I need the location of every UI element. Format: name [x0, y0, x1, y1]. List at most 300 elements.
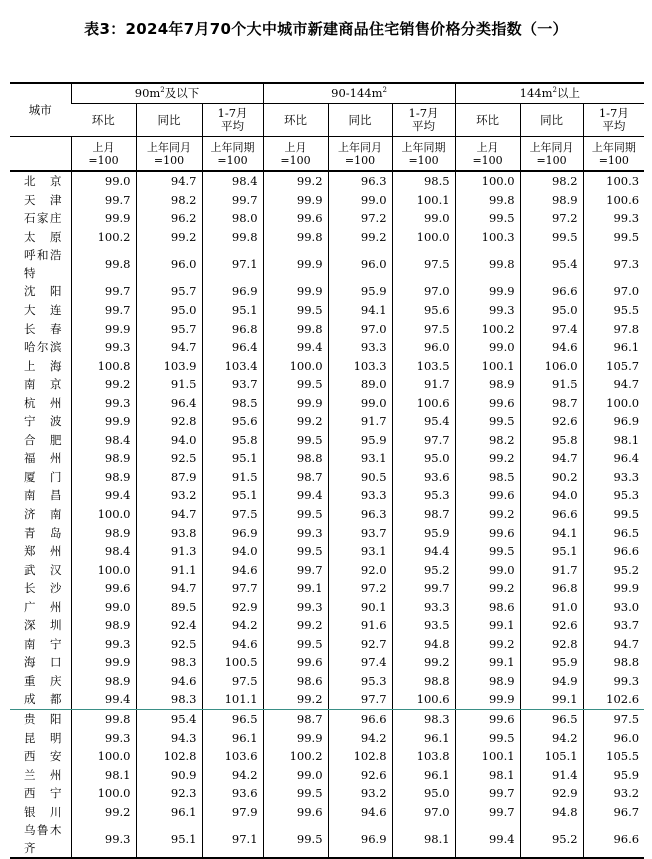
index-value: 100.6 [392, 393, 455, 412]
index-value: 105.5 [583, 747, 644, 766]
city-name: 太原 [24, 229, 62, 244]
table-row [10, 765, 644, 784]
index-value: 99.3 [71, 393, 136, 412]
index-value: 99.7 [392, 579, 455, 598]
index-value: 94.7 [136, 338, 202, 357]
sub-header: 同比 [520, 104, 583, 137]
index-value: 98.7 [263, 709, 328, 728]
index-value: 99.9 [263, 246, 328, 282]
city-name: 福州 [24, 451, 62, 466]
table-row [10, 542, 644, 561]
city-name: 武汉 [24, 562, 62, 577]
city-name: 重庆 [24, 673, 62, 688]
index-value: 93.6 [202, 784, 263, 803]
city-name: 海口 [24, 655, 62, 670]
table-row [10, 560, 644, 579]
index-value: 99.5 [455, 209, 520, 228]
index-value: 102.8 [136, 747, 202, 766]
index-value: 100.2 [263, 747, 328, 766]
city-name: 长沙 [24, 581, 62, 596]
index-value: 98.4 [71, 542, 136, 561]
index-value: 93.1 [328, 449, 392, 468]
index-value: 103.4 [202, 356, 263, 375]
index-value: 99.9 [263, 728, 328, 747]
index-value: 97.2 [328, 209, 392, 228]
city-name: 哈尔滨 [24, 340, 62, 355]
index-value: 96.9 [202, 523, 263, 542]
index-value: 99.2 [71, 375, 136, 394]
index-value: 95.2 [392, 560, 455, 579]
index-value: 93.2 [583, 784, 644, 803]
index-value: 94.7 [136, 579, 202, 598]
index-value: 97.5 [202, 672, 263, 691]
city-name: 南昌 [24, 488, 62, 503]
base-header-blank [10, 137, 71, 172]
index-value: 99.0 [455, 560, 520, 579]
index-value: 99.9 [263, 191, 328, 210]
index-value: 94.3 [136, 728, 202, 747]
index-value: 97.0 [583, 282, 644, 301]
index-value: 94.7 [520, 449, 583, 468]
table-row [10, 171, 644, 191]
index-value: 94.9 [520, 672, 583, 691]
index-value: 100.1 [392, 191, 455, 210]
index-value: 103.8 [392, 747, 455, 766]
index-value: 93.8 [136, 523, 202, 542]
index-value: 100.0 [263, 356, 328, 375]
table-row [10, 319, 644, 338]
index-value: 93.7 [328, 523, 392, 542]
index-value: 98.7 [520, 393, 583, 412]
base-header: 上月 =100 [71, 137, 136, 172]
index-value: 91.0 [520, 597, 583, 616]
index-value: 95.9 [328, 282, 392, 301]
table-title: 表3：2024年7月70个大中城市新建商品住宅销售价格分类指数（一） [84, 20, 568, 38]
index-value: 99.9 [455, 690, 520, 709]
index-value: 99.8 [202, 228, 263, 247]
index-value: 98.4 [71, 431, 136, 450]
index-value: 94.4 [392, 542, 455, 561]
index-value: 96.0 [392, 338, 455, 357]
index-value: 99.6 [455, 709, 520, 728]
index-value: 99.7 [202, 191, 263, 210]
index-value: 96.9 [583, 412, 644, 431]
index-value: 99.9 [455, 282, 520, 301]
index-value: 92.8 [520, 635, 583, 654]
index-value: 99.5 [520, 228, 583, 247]
index-value: 99.5 [263, 301, 328, 320]
index-value: 95.4 [392, 412, 455, 431]
city-name: 北京 [24, 174, 62, 189]
index-value: 95.7 [136, 319, 202, 338]
index-value: 100.1 [455, 356, 520, 375]
index-value: 99.9 [71, 209, 136, 228]
index-value: 99.2 [263, 171, 328, 191]
index-value: 99.5 [455, 412, 520, 431]
index-value: 99.7 [71, 191, 136, 210]
index-value: 90.5 [328, 468, 392, 487]
index-value: 96.1 [202, 728, 263, 747]
city-name: 天津 [24, 192, 62, 207]
index-value: 99.1 [455, 616, 520, 635]
index-value: 98.8 [392, 672, 455, 691]
index-value: 98.4 [202, 171, 263, 191]
index-value: 103.5 [392, 356, 455, 375]
index-value: 95.3 [583, 486, 644, 505]
index-value: 98.9 [71, 523, 136, 542]
table-row [10, 784, 644, 803]
city-name: 合肥 [24, 432, 62, 447]
index-value: 99.5 [263, 784, 328, 803]
price-index-table [10, 82, 644, 859]
index-value: 100.0 [392, 228, 455, 247]
city-name: 杭州 [24, 395, 62, 410]
index-value: 98.8 [263, 449, 328, 468]
index-value: 103.9 [136, 356, 202, 375]
index-value: 99.3 [71, 821, 136, 858]
index-value: 99.6 [263, 803, 328, 822]
index-value: 92.5 [136, 449, 202, 468]
index-value: 95.8 [520, 431, 583, 450]
index-value: 97.5 [202, 505, 263, 524]
index-value: 96.3 [328, 171, 392, 191]
index-value: 99.5 [263, 635, 328, 654]
index-value: 99.8 [263, 319, 328, 338]
index-value: 91.6 [328, 616, 392, 635]
index-value: 100.8 [71, 356, 136, 375]
index-value: 96.8 [202, 319, 263, 338]
index-value: 96.6 [520, 505, 583, 524]
index-value: 99.5 [583, 228, 644, 247]
index-value: 99.2 [455, 449, 520, 468]
index-value: 95.0 [136, 301, 202, 320]
base-header: 上年同月 =100 [328, 137, 392, 172]
index-value: 99.0 [392, 209, 455, 228]
index-value: 100.5 [202, 653, 263, 672]
table-row [10, 690, 644, 709]
index-value: 100.0 [71, 505, 136, 524]
index-value: 92.6 [520, 412, 583, 431]
index-value: 95.9 [392, 523, 455, 542]
index-value: 95.6 [392, 301, 455, 320]
index-value: 93.7 [202, 375, 263, 394]
index-value: 98.2 [520, 171, 583, 191]
index-value: 97.7 [202, 579, 263, 598]
index-value: 98.9 [71, 616, 136, 635]
index-value: 91.7 [392, 375, 455, 394]
city-name: 西宁 [24, 786, 62, 801]
index-value: 92.5 [136, 635, 202, 654]
index-value: 89.5 [136, 597, 202, 616]
index-value: 92.9 [202, 597, 263, 616]
index-value: 99.9 [71, 653, 136, 672]
index-value: 100.1 [455, 747, 520, 766]
group-header-small: $90m^2$及以下 [71, 83, 263, 104]
index-value: 97.0 [392, 282, 455, 301]
index-value: 96.2 [136, 209, 202, 228]
table-row [10, 246, 644, 282]
index-value: 99.9 [71, 319, 136, 338]
index-value: 98.1 [71, 765, 136, 784]
index-value: 99.6 [455, 393, 520, 412]
index-value: 99.9 [583, 579, 644, 598]
index-value: 99.4 [71, 690, 136, 709]
index-value: 99.5 [263, 821, 328, 858]
index-value: 98.5 [455, 468, 520, 487]
city-name: 青岛 [24, 525, 62, 540]
table-row [10, 282, 644, 301]
sub-header: 同比 [136, 104, 202, 137]
index-value: 95.1 [136, 821, 202, 858]
index-value: 100.0 [583, 393, 644, 412]
index-value: 96.7 [583, 803, 644, 822]
index-value: 99.3 [583, 209, 644, 228]
sub-header: 环比 [455, 104, 520, 137]
index-value: 95.1 [520, 542, 583, 561]
index-value: 94.1 [520, 523, 583, 542]
index-value: 98.1 [583, 431, 644, 450]
index-value: 99.2 [392, 653, 455, 672]
index-value: 102.8 [328, 747, 392, 766]
index-value: 105.1 [520, 747, 583, 766]
city-name: 沈阳 [24, 284, 62, 299]
index-value: 91.1 [136, 560, 202, 579]
index-value: 91.4 [520, 765, 583, 784]
index-value: 98.2 [136, 191, 202, 210]
index-value: 95.0 [520, 301, 583, 320]
index-value: 98.0 [202, 209, 263, 228]
index-value: 95.4 [520, 246, 583, 282]
index-value: 103.6 [202, 747, 263, 766]
index-value: 99.5 [263, 431, 328, 450]
index-value: 99.0 [455, 338, 520, 357]
index-value: 94.0 [202, 542, 263, 561]
index-value: 98.9 [71, 672, 136, 691]
index-value: 96.0 [583, 728, 644, 747]
index-value: 95.0 [392, 449, 455, 468]
index-value: 99.2 [263, 616, 328, 635]
base-header: 上月 =100 [455, 137, 520, 172]
index-value: 100.6 [583, 191, 644, 210]
index-value: 95.9 [583, 765, 644, 784]
index-value: 99.6 [263, 653, 328, 672]
index-value: 99.7 [263, 560, 328, 579]
table-row [10, 523, 644, 542]
index-value: 98.9 [520, 191, 583, 210]
index-value: 94.1 [328, 301, 392, 320]
city-name: 广州 [24, 599, 62, 614]
index-value: 95.5 [583, 301, 644, 320]
base-header: 上年同期 =100 [392, 137, 455, 172]
index-value: 97.2 [328, 579, 392, 598]
index-value: 94.2 [520, 728, 583, 747]
index-value: 96.1 [136, 803, 202, 822]
index-value: 99.6 [71, 579, 136, 598]
index-value: 99.0 [328, 393, 392, 412]
index-value: 95.1 [202, 301, 263, 320]
index-value: 94.7 [583, 375, 644, 394]
index-value: 95.9 [328, 431, 392, 450]
city-name: 乌鲁木齐 [10, 821, 71, 858]
index-value: 99.5 [455, 542, 520, 561]
city-name: 南京 [24, 377, 62, 392]
index-value: 96.5 [520, 709, 583, 728]
table-row [10, 338, 644, 357]
index-value: 99.1 [520, 690, 583, 709]
index-value: 96.8 [520, 579, 583, 598]
index-value: 96.5 [202, 709, 263, 728]
index-value: 99.1 [455, 653, 520, 672]
index-value: 97.1 [202, 821, 263, 858]
group-header-medium: $90-144m^2$ [263, 83, 455, 104]
city-name: 宁波 [24, 414, 62, 429]
table-row [10, 635, 644, 654]
index-value: 90.9 [136, 765, 202, 784]
index-value: 92.0 [328, 560, 392, 579]
index-value: 96.4 [583, 449, 644, 468]
index-value: 93.3 [583, 468, 644, 487]
index-value: 99.4 [263, 338, 328, 357]
index-value: 98.9 [71, 468, 136, 487]
city-name: 贵阳 [24, 712, 62, 727]
index-value: 99.6 [455, 523, 520, 542]
index-value: 99.7 [455, 803, 520, 822]
table-row [10, 597, 644, 616]
index-value: 99.7 [71, 301, 136, 320]
index-value: 94.6 [202, 560, 263, 579]
index-value: 94.0 [520, 486, 583, 505]
index-value: 99.3 [455, 301, 520, 320]
index-value: 93.3 [328, 486, 392, 505]
city-name: 济南 [24, 507, 62, 522]
index-value: 97.9 [202, 803, 263, 822]
index-value: 89.0 [328, 375, 392, 394]
index-value: 91.5 [202, 468, 263, 487]
sub-header: 同比 [328, 104, 392, 137]
index-value: 93.6 [392, 468, 455, 487]
table-row [10, 709, 644, 728]
table-row [10, 505, 644, 524]
index-value: 96.0 [136, 246, 202, 282]
city-name: 西安 [24, 749, 62, 764]
index-value: 99.9 [263, 393, 328, 412]
index-value: 98.1 [392, 821, 455, 858]
city-name: 石家庄 [24, 211, 62, 226]
index-value: 96.5 [583, 523, 644, 542]
index-value: 96.9 [328, 821, 392, 858]
index-value: 99.0 [263, 765, 328, 784]
index-value: 99.3 [71, 728, 136, 747]
city-name: 上海 [24, 358, 62, 373]
index-value: 91.7 [328, 412, 392, 431]
index-value: 97.5 [392, 319, 455, 338]
table-row [10, 449, 644, 468]
index-value: 97.5 [583, 709, 644, 728]
index-value: 94.6 [136, 672, 202, 691]
index-value: 94.6 [328, 803, 392, 822]
index-value: 95.7 [136, 282, 202, 301]
index-value: 99.8 [455, 246, 520, 282]
index-value: 90.1 [328, 597, 392, 616]
index-value: 98.1 [455, 765, 520, 784]
index-value: 99.3 [71, 635, 136, 654]
index-value: 96.1 [392, 765, 455, 784]
index-value: 99.5 [263, 505, 328, 524]
index-value: 99.8 [263, 228, 328, 247]
index-value: 93.5 [392, 616, 455, 635]
index-value: 99.9 [71, 412, 136, 431]
table-row [10, 375, 644, 394]
index-value: 94.2 [202, 616, 263, 635]
city-name: 大连 [24, 303, 62, 317]
index-value: 100.0 [71, 784, 136, 803]
table-row [10, 653, 644, 672]
index-value: 99.2 [455, 579, 520, 598]
index-value: 98.9 [71, 449, 136, 468]
city-name: 深圳 [24, 618, 62, 633]
index-value: 91.5 [136, 375, 202, 394]
index-value: 93.3 [328, 338, 392, 357]
index-value: 98.7 [392, 505, 455, 524]
table-row [10, 191, 644, 210]
index-value: 96.6 [520, 282, 583, 301]
index-value: 99.5 [263, 542, 328, 561]
index-value: 99.5 [263, 375, 328, 394]
index-value: 94.7 [583, 635, 644, 654]
index-value: 95.2 [520, 821, 583, 858]
index-value: 96.1 [392, 728, 455, 747]
index-value: 95.4 [136, 709, 202, 728]
index-value: 94.6 [520, 338, 583, 357]
index-value: 98.7 [263, 468, 328, 487]
index-value: 98.5 [392, 171, 455, 191]
index-value: 94.7 [136, 171, 202, 191]
index-value: 93.7 [583, 616, 644, 635]
index-value: 97.0 [328, 319, 392, 338]
base-header: 上年同期 =100 [583, 137, 644, 172]
sub-header: 1-7月 平均 [392, 104, 455, 137]
index-value: 99.2 [455, 635, 520, 654]
base-header: 上年同月 =100 [136, 137, 202, 172]
sub-header: 1-7月 平均 [583, 104, 644, 137]
index-value: 99.0 [328, 191, 392, 210]
index-value: 100.0 [71, 747, 136, 766]
index-value: 92.4 [136, 616, 202, 635]
index-value: 99.3 [263, 597, 328, 616]
index-value: 96.1 [583, 338, 644, 357]
index-value: 96.4 [136, 393, 202, 412]
table-row [10, 616, 644, 635]
index-value: 97.3 [583, 246, 644, 282]
table-row [10, 747, 644, 766]
index-value: 99.3 [583, 672, 644, 691]
index-value: 92.6 [520, 616, 583, 635]
table-row [10, 209, 644, 228]
index-value: 94.7 [136, 505, 202, 524]
index-value: 98.6 [455, 597, 520, 616]
index-value: 99.6 [263, 209, 328, 228]
city-name: 郑州 [24, 544, 62, 559]
index-value: 98.9 [455, 375, 520, 394]
sub-header: 环比 [263, 104, 328, 137]
city-name: 长春 [24, 321, 62, 336]
index-value: 97.1 [202, 246, 263, 282]
index-value: 92.7 [328, 635, 392, 654]
table-row [10, 486, 644, 505]
index-value: 99.2 [136, 228, 202, 247]
index-value: 95.1 [202, 486, 263, 505]
index-value: 94.8 [520, 803, 583, 822]
